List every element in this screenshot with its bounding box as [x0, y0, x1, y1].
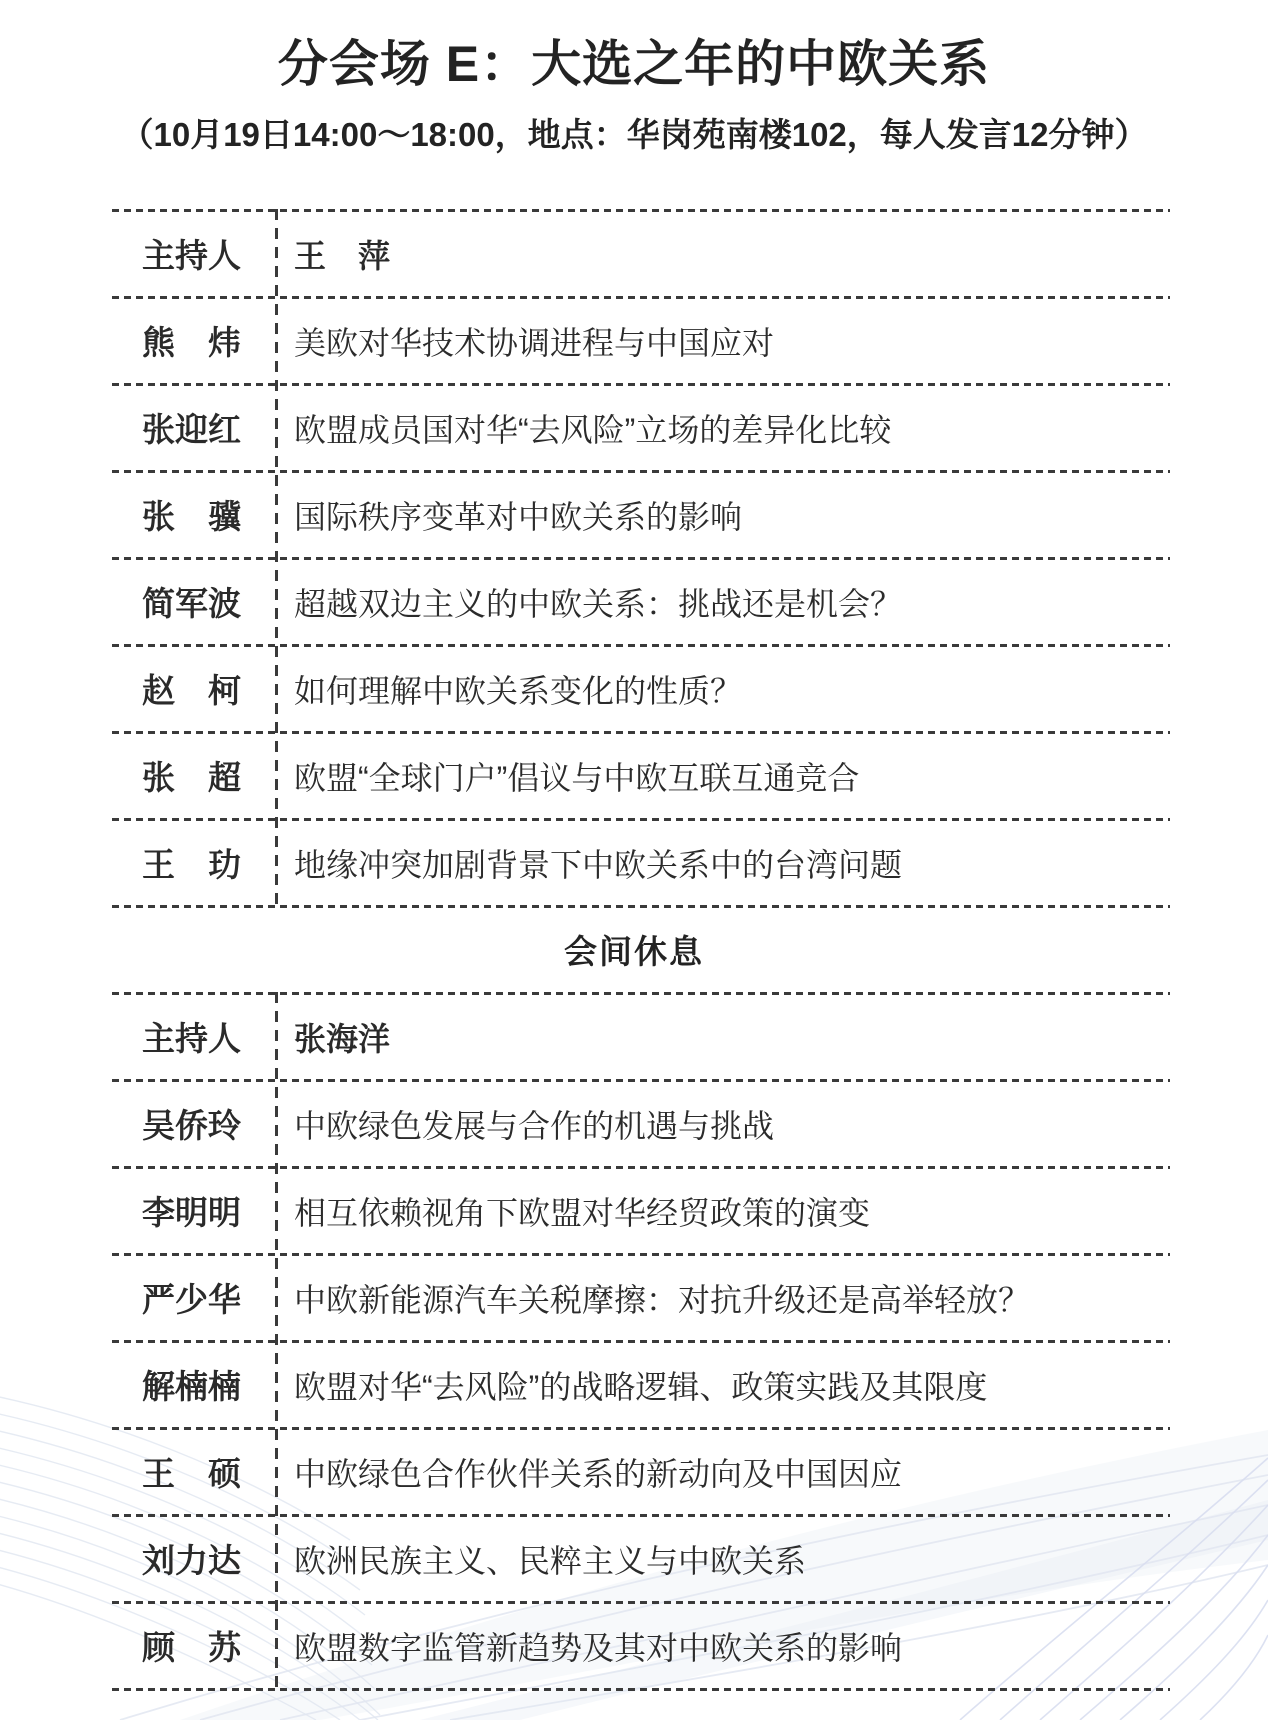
table-row [112, 560, 1170, 644]
session-subtitle: （10月19日14:00～18:00，地点：华岗苑南楼102，每人发言12分钟） [120, 116, 1148, 153]
table-row [112, 1604, 1170, 1688]
speaker-name: 赵 柯 [142, 672, 241, 710]
column-divider [275, 992, 278, 1691]
talk-title: 国际秩序变革对中欧关系的影响 [294, 498, 743, 535]
table-row [112, 1082, 1170, 1166]
talk-title: 如何理解中欧关系变化的性质？ [294, 672, 743, 709]
speaker-name: 刘力达 [142, 1542, 241, 1580]
speaker-name: 王 硕 [142, 1455, 241, 1493]
table-row [112, 299, 1170, 383]
column-divider [275, 209, 278, 908]
table-row [112, 821, 1170, 905]
moderator-name: 王 萍 [294, 237, 391, 274]
table-row [112, 734, 1170, 818]
break-label: 会间休息 [564, 933, 704, 971]
talk-title: 欧洲民族主义、民粹主义与中欧关系 [294, 1542, 807, 1579]
table-row [112, 212, 1170, 296]
table-row [112, 1256, 1170, 1340]
speaker-name: 张 骥 [142, 498, 241, 536]
speaker-name: 熊 炜 [142, 324, 241, 362]
row-divider [112, 905, 1170, 908]
talk-title: 欧盟“全球门户”倡议与中欧互联互通竞合 [294, 759, 860, 796]
talk-title: 欧盟对华“去风险”的战略逻辑、政策实践及其限度 [294, 1368, 988, 1405]
table-row [112, 995, 1170, 1079]
talk-title: 相互依赖视角下欧盟对华经贸政策的演变 [294, 1194, 871, 1231]
speaker-name: 李明明 [142, 1194, 241, 1232]
schedule-table-1 [112, 209, 1170, 908]
row-divider [112, 1688, 1170, 1691]
table-row [112, 1343, 1170, 1427]
talk-title: 地缘冲突加剧背景下中欧关系中的台湾问题 [294, 846, 903, 883]
schedule-table-2 [112, 992, 1170, 1691]
talk-title: 超越双边主义的中欧关系：挑战还是机会？ [294, 585, 903, 622]
speaker-name: 吴侨玲 [142, 1107, 241, 1145]
talk-title: 欧盟数字监管新趋势及其对中欧关系的影响 [294, 1629, 903, 1666]
speaker-name: 简军波 [142, 585, 241, 623]
speaker-name: 王 玏 [142, 846, 241, 884]
table-row [112, 386, 1170, 470]
table-row [112, 473, 1170, 557]
speaker-name: 张 超 [142, 759, 241, 797]
table-row [112, 1517, 1170, 1601]
speaker-name: 主持人 [142, 237, 241, 275]
talk-title: 中欧绿色发展与合作的机遇与挑战 [294, 1107, 775, 1144]
table-row [112, 647, 1170, 731]
speaker-name: 顾 苏 [142, 1629, 241, 1667]
talk-title: 美欧对华技术协调进程与中国应对 [294, 324, 775, 361]
moderator-name: 张海洋 [294, 1020, 391, 1057]
talk-title: 中欧绿色合作伙伴关系的新动向及中国因应 [294, 1455, 903, 1492]
talk-title: 中欧新能源汽车关税摩擦：对抗升级还是高举轻放？ [294, 1281, 1031, 1318]
speaker-name: 张迎红 [142, 411, 241, 449]
table-row [112, 1430, 1170, 1514]
table-row [112, 1169, 1170, 1253]
page-title: 分会场 E：大选之年的中欧关系 [277, 36, 991, 92]
speaker-name: 严少华 [142, 1281, 241, 1319]
talk-title: 欧盟成员国对华“去风险”立场的差异化比较 [294, 411, 892, 448]
speaker-name: 主持人 [142, 1020, 241, 1058]
speaker-name: 解楠楠 [142, 1368, 241, 1406]
